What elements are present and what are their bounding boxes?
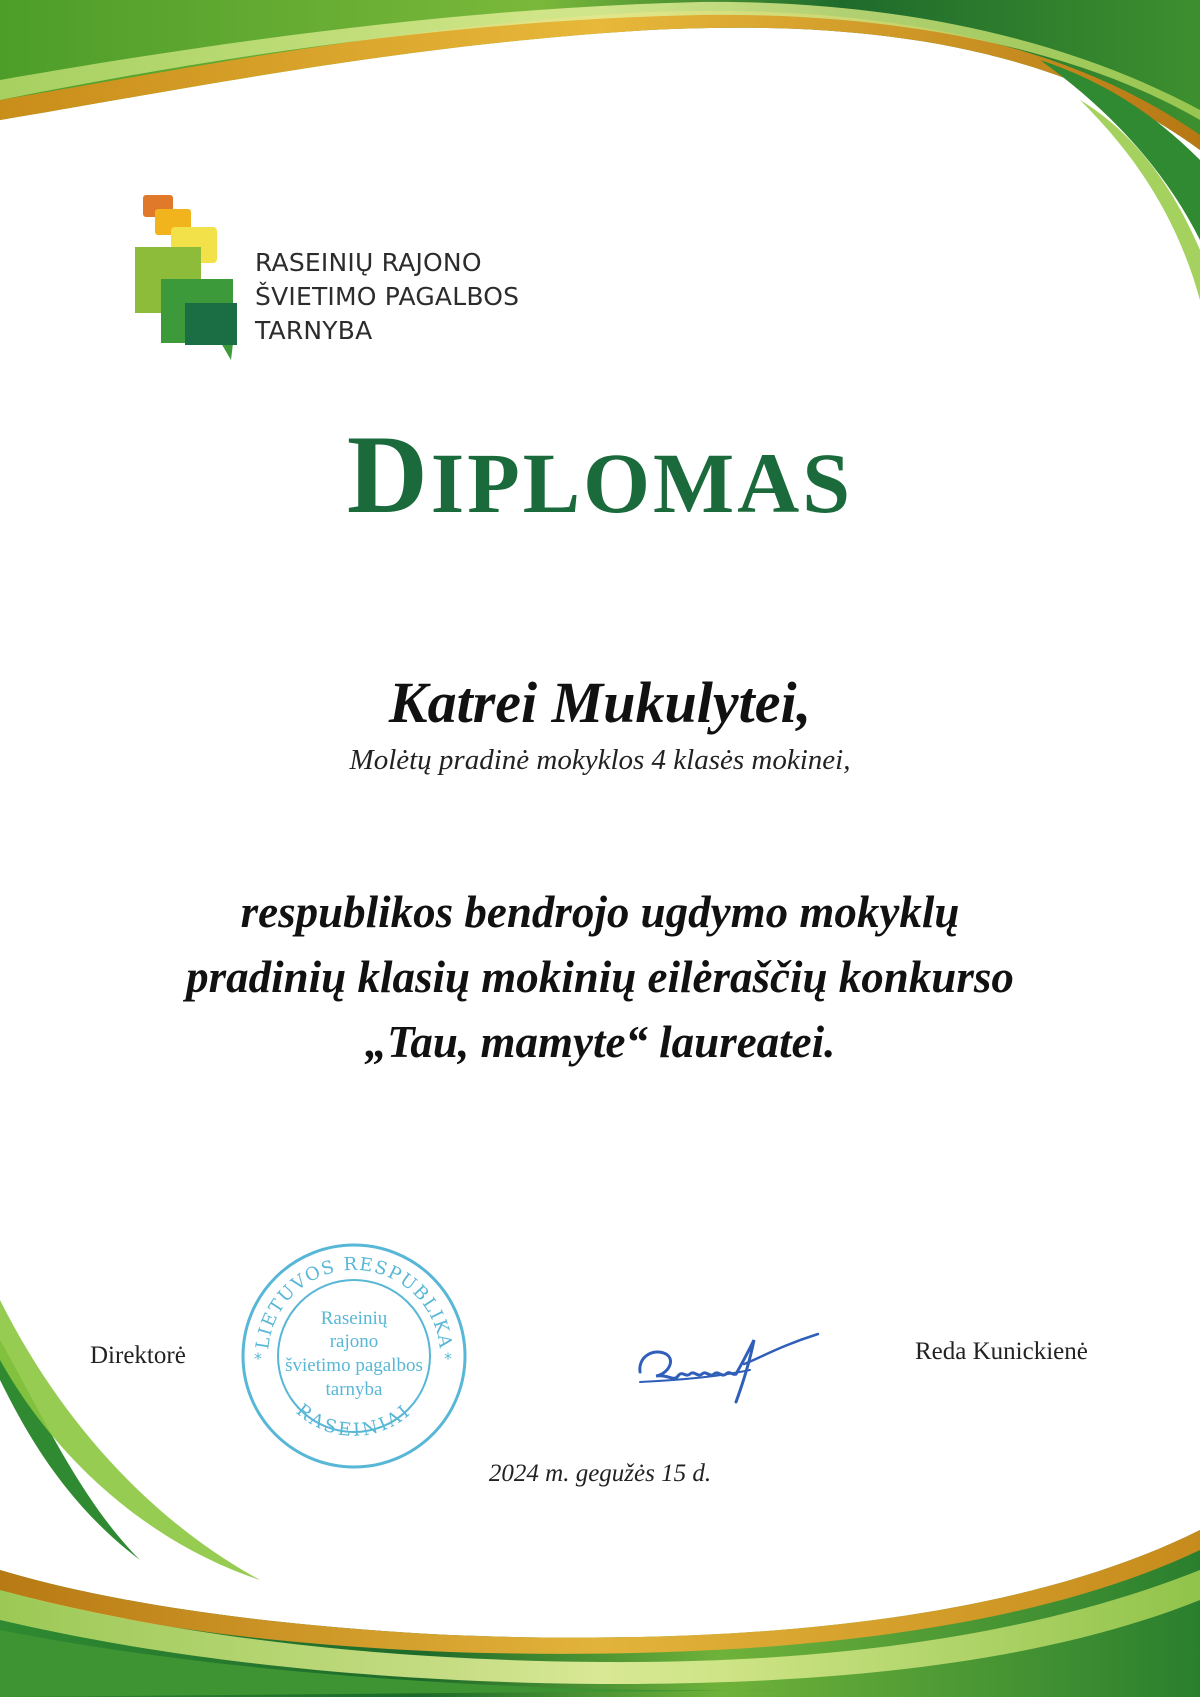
stamp-outer-bottom-text: RASEINIAI — [292, 1399, 416, 1442]
stamp-outer-top-text: LIETUVOS RESPUBLIKA — [252, 1253, 456, 1351]
title-initial-d: D — [346, 413, 431, 537]
signer-role: Direktorė — [90, 1342, 186, 1369]
svg-text:*: * — [444, 1349, 452, 1368]
issue-date: 2024 m. gegužės 15 d. — [488, 1460, 712, 1487]
stamp-inner-line4: tarnyba — [325, 1379, 383, 1400]
organization-name-line1: RASEINIŲ RAJONO — [255, 248, 482, 277]
title-final-s: S — [802, 435, 854, 531]
award-line1: respublikos bendrojo ugdymo mokyklų — [240, 887, 960, 937]
diploma-title — [0, 410, 1200, 548]
award-line3: „Tau, mamyte“ laureatei. — [364, 1017, 836, 1067]
organization-name-line2: ŠVIETIMO PAGALBOS — [255, 282, 520, 311]
award-description — [0, 880, 1200, 1075]
title-middle: IPLOMA — [430, 435, 803, 531]
organization-name — [255, 246, 519, 348]
stamp-inner-line2: rajono — [329, 1331, 379, 1352]
organization-name-line3: TARNYBA — [255, 316, 373, 345]
award-line2: pradinių klasių mokinių eilėraščių konkurso — [186, 952, 1014, 1002]
signer-name: Reda Kunickienė — [915, 1338, 1088, 1365]
stamp-inner-line3: švietimo pagalbos — [285, 1355, 423, 1376]
organization-logo — [135, 195, 255, 360]
official-stamp — [238, 1240, 470, 1472]
handwritten-signature — [632, 1320, 822, 1410]
recipient-school: Molėtų pradinė mokyklos 4 klasės mokinei, — [349, 744, 851, 776]
stamp-inner-line1: Raseinių — [320, 1308, 388, 1329]
svg-text:*: * — [254, 1349, 262, 1368]
recipient-name: Katrei Mukulytei, — [388, 670, 812, 735]
